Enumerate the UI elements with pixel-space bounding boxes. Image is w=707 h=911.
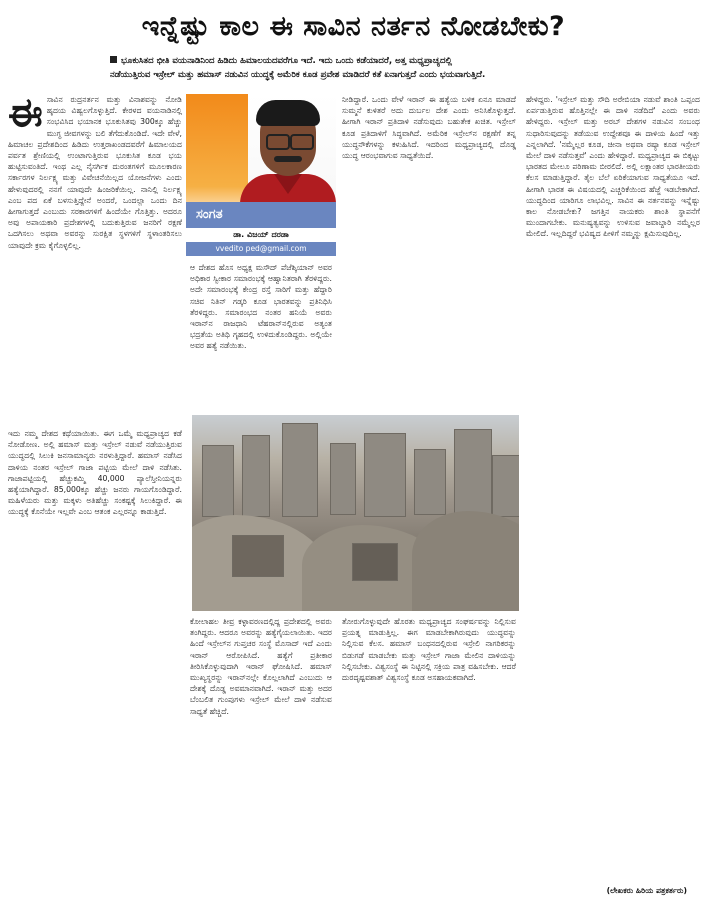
gaza-ruins-photo — [192, 415, 519, 611]
column-3-top: ನೀಡಿದ್ದಾರೆ. ಒಂದು ವೇಳೆ ಇರಾನ್ ಈ ಹತ್ಯೆಯ ಬಳಿಕ ಏನೂ ಮಾಡದೆ ಸುಮ್ಮನೆ ಕುಳಿತರೆ ಅದು ದುರ್ಬಲ ದೇಶ ಎಂದು ಅನಿಸಿಕೊಳ್ಳುತ್ತದೆ. ಹೀಗಾಗಿ ಇರಾನ್ ಪ್ರತಿದಾಳಿ ನಡೆಸುವುದು ಬಹುತೇಕ ಖಚಿತ. ಇಸ್ರೇಲ್ ಕೂಡ ಪ್ರತಿದಾಳಿಗೆ ಸಿದ್ಧವಾಗಿದೆ. ಅಮೆರಿಕ ಇಸ್ರೇಲ್‌ನ ರಕ್ಷಣೆಗೆ ತನ್ನ ಯುದ್ಧನೌಕೆಗಳನ್ನು ಕಳುಹಿಸಿದೆ. ಇದರಿಂದ ಮಧ್ಯಪ್ರಾಚ್ಯದಲ್ಲಿ ದೊಡ್ಡ ಯುದ್ಧ ಆರಂಭವಾಗುವ ಸಾಧ್ಯತೆಯಿದೆ. — [342, 95, 516, 161]
column-1-top: ಈಸಾವಿನ ರುದ್ರನರ್ತನ ಮತ್ತು ವಿನಾಶವನ್ನು ನೋಡಿ ಹೃದಯ ವಿಹ್ವಲಗೊಳ್ಳುತ್ತಿದೆ. ಕೇರಳದ ವಯನಾಡಿನಲ್ಲಿ ಸಂಭವಿಸಿದ ಭಯಾನಕ ಭೂಕುಸಿತವು 300ಕ್ಕೂ ಹೆಚ್ಚು ಮುಗ್ಧ ಜೀವಗಳನ್ನು ಬಲಿ ತೆಗೆದುಕೊಂಡಿದೆ. ಇದೇ ವೇಳೆ, ಹಿಮಾಚಲ ಪ್ರದೇಶದಿಂದ ಹಿಡಿದು ಉತ್ತರಾಖಂಡದವರೆಗೆ ಹಿಮಾಲಯದ ಪರ್ವತ ಶ್ರೇಣಿಯಲ್ಲಿ ಉಂಟಾಗುತ್ತಿರುವ ಭೂಕುಸಿತ ಕೂಡ ಭಯ ಹುಟ್ಟಿಸುವಂತಿದೆ. ಇಂಥ ಎಲ್ಲ ನೈಸರ್ಗಿಕ ದುರಂತಗಳಿಗೆ ಮೂಲಕಾರಣ ಸರ್ಕಾರಗಳ ನಿರ್ಲಕ್ಷ್ಯ ಮತ್ತು ವಿವೇಚನೆಯಿಲ್ಲದ ಯೋಜನೆಗಳು ಎಂದು ಹೇಳುವುದರಲ್ಲಿ ನನಗೆ ಯಾವುದೇ ಹಿಂಜರಿಕೆಯಿಲ್ಲ. ನಾನಿಲ್ಲಿ ನಿರ್ಲಕ್ಷ್ಯ ಎಂಬ ಪದ ಏಕೆ ಬಳಸುತ್ತಿದ್ದೇನೆ ಅಂದರೆ, ಒಂದಲ್ಲಾ ಒಂದು ದಿನ ಹೀಗಾಗುತ್ತದೆ ಎಂಬುದು ಸರಕಾರಗಳಿಗೆ ಹಿಂದೆಯೇ ಗೊತ್ತಿತ್ತು. ಅದರೂ ಅವು ಅಪಾಯಕಾರಿ ಪ್ರದೇಶಗಳಲ್ಲಿ ಬದುಕುತ್ತಿರುವ ಜನರಿಗೆ ರಕ್ಷಣೆ ಒದಗಿಸಲು ಅಥವಾ ಅವರನ್ನು ಸುರಕ್ಷಿತ ಸ್ಥಳಗಳಿಗೆ ಸ್ಥಳಾಂತರಿಸಲು ಯಾವುದೇ ಕ್ರಮ ಕೈಗೊಳ್ಳಲಿಲ್ಲ. — [8, 94, 182, 250]
author-byline: ಡಾ. ವಿಜಯ್ ದರಡಾ — [233, 230, 289, 239]
bullet-icon — [110, 56, 117, 63]
column-1-bottom: ಇದು ನಮ್ಮ ದೇಶದ ಕಥೆಯಾಯಿತು. ಈಗ ಒಮ್ಮೆ ಮಧ್ಯಪ್ರಾಚ್ಯದ ಕಡೆ ನೋಡೋಣ. ಅಲ್ಲಿ ಹಮಾಸ್ ಮತ್ತು ಇಸ್ರೇಲ್ ನಡುವೆ ನಡೆಯುತ್ತಿರುವ ಯುದ್ಧದಲ್ಲಿ ಸಿಲುಕಿ ಜನಸಾಮಾನ್ಯರು ನರಳುತ್ತಿದ್ದಾರೆ. ಹಮಾಸ್ ನಡೆಸಿದ ದಾಳಿಯ ನಂತರ ಇಸ್ರೇಲ್ ಗಾಜಾ ಪಟ್ಟಿಯ ಮೇಲೆ ದಾಳಿ ನಡೆಸಿತು. ಗಾಜಾಪಟ್ಟಿಯಲ್ಲಿ ಹೆಚ್ಚುಕಮ್ಮಿ 40,000 ಪ್ಯಾಲೆಸ್ತೀನಿಯನ್ನರು ಹತ್ಯೆಯಾಗಿದ್ದಾರೆ. 85,000ಕ್ಕೂ ಹೆಚ್ಚು ಜನರು ಗಾಯಗೊಂಡಿದ್ದಾರೆ. ಮಹಿಳೆಯರು ಮತ್ತು ಮಕ್ಕಳು ಅತಿಹೆಚ್ಚು ಸಂಕಷ್ಟಕ್ಕೆ ಸಿಲುಕಿದ್ದಾರೆ. ಈ ಯುದ್ಧಕ್ಕೆ ಕೊನೆಯೇ ಇಲ್ಲವೇ ಎಂಬ ಆತಂಕ ಎಲ್ಲರನ್ನೂ ಕಾಡುತ್ತಿದೆ. — [8, 429, 182, 517]
dek-line-1: ಭೂಕುಸಿತದ ಭೀತಿ ವಯನಾಡಿನಿಂದ ಹಿಡಿದು ಹಿಮಾಲಯದವರೆಗೂ ಇದೆ. ಇದು ಒಂದು ಕಡೆಯಾದರೆ, ಅತ್ತ ಮಧ್ಯಪ್ರಾಚ್ಯದಲ್ಲಿ — [110, 54, 610, 68]
author-signoff: (ಲೇಖಕರು ಹಿರಿಯ ಪತ್ರಕರ್ತರು) — [606, 886, 687, 895]
dek — [110, 54, 610, 82]
column-name: ಸಂಗತ — [186, 202, 336, 228]
dropcap: ಈ — [8, 94, 43, 136]
author-box — [186, 94, 336, 258]
column-4: ಹೇಳಿದ್ದರು. 'ಇಸ್ರೇಲ್ ಮತ್ತು ಸೌದಿ ಅರೇಬಿಯಾ ನಡುವೆ ಶಾಂತಿ ಒಪ್ಪಂದ ಏರ್ಪಡುತ್ತಿರುವ ಹೊತ್ತಿನಲ್ಲೇ ಈ ದಾಳಿ ನಡೆದಿದೆ' ಎಂದು ಅವರು ಹೇಳಿದ್ದರು. ಇಸ್ರೇಲ್ ಮತ್ತು ಅರಬ್ ದೇಶಗಳ ನಡುವಿನ ಸಂಬಂಧ ಸುಧಾರಿಸುವುದನ್ನು ತಡೆಯುವ ಉದ್ದೇಶವೂ ಈ ದಾಳಿಯ ಹಿಂದೆ ಇತ್ತು ಎನ್ನಲಾಗಿದೆ. 'ನಮ್ಮೆಲ್ಲರ ಕೂಡ, ಚೀನಾ ಅಥವಾ ರಷ್ಯಾ ಕೂಡ ಇಸ್ರೇಲ್ ಮೇಲೆ ದಾಳಿ ನಡೆಸುತ್ತವೆ' ಎಂದು ಹೇಳಿದ್ದಾರೆ. ಮಧ್ಯಪ್ರಾಚ್ಯದ ಈ ಬಿಕ್ಕಟ್ಟು ಭಾರತದ ಮೇಲೂ ಪರಿಣಾಮ ಬೀರಲಿದೆ. ಅಲ್ಲಿ ಲಕ್ಷಾಂತರ ಭಾರತೀಯರು ಕೆಲಸ ಮಾಡುತ್ತಿದ್ದಾರೆ. ತೈಲ ಬೆಲೆ ಏರಿಕೆಯಾಗುವ ಸಾಧ್ಯತೆಯೂ ಇದೆ. ಹೀಗಾಗಿ ಭಾರತ ಈ ವಿಷಯದಲ್ಲಿ ಎಚ್ಚರಿಕೆಯಿಂದ ಹೆಜ್ಜೆ ಇಡಬೇಕಾಗಿದೆ. ಯುದ್ಧದಿಂದ ಯಾರಿಗೂ ಲಾಭವಿಲ್ಲ. ಸಾವಿನ ಈ ನರ್ತನವನ್ನು ಇನ್ನೆಷ್ಟು ಕಾಲ ನೋಡಬೇಕು? ಜಗತ್ತಿನ ನಾಯಕರು ಶಾಂತಿ ಸ್ಥಾಪನೆಗೆ ಮುಂದಾಗಬೇಕು. ಮನುಷ್ಯತ್ವವನ್ನು ಉಳಿಸುವ ಜವಾಬ್ದಾರಿ ನಮ್ಮೆಲ್ಲರ ಮೇಲಿದೆ. ಇಲ್ಲದಿದ್ದರೆ ಭವಿಷ್ಯದ ಪೀಳಿಗೆ ನಮ್ಮನ್ನು ಕ್ಷಮಿಸುವುದಿಲ್ಲ. — [526, 95, 700, 239]
author-email: vvedito ped@gmail.com — [186, 242, 336, 256]
column-2-top: ಆ ದೇಶದ ಹೊಸ ಅಧ್ಯಕ್ಷ ಮಸೌದ್ ಪೆಜೆಶ್ಕಿಯಾನ್ ಅವರ ಅಧಿಕಾರ ಸ್ವೀಕಾರ ಸಮಾರಂಭಕ್ಕೆ ಆಹ್ವಾನಿತರಾಗಿ ತೆರಳಿದ್ದರು. ಅದೇ ಸಮಾರಂಭಕ್ಕೆ ಕೇಂದ್ರ ರಸ್ತೆ ಸಾರಿಗೆ ಮತ್ತು ಹೆದ್ದಾರಿ ಸಚಿವ ನಿತಿನ್ ಗಡ್ಕರಿ ಕೂಡ ಭಾರತವನ್ನು ಪ್ರತಿನಿಧಿಸಿ ತೆರಳಿದ್ದರು. ಸಮಾರಂಭದ ನಂತರ ಹನಿಯೆ ಅವರು ಇರಾನ್‌ನ ರಾಜಧಾನಿ ಟೆಹರಾನ್‌ನಲ್ಲಿರುವ ಅತ್ಯಂತ ಭದ್ರತೆಯ ಅತಿಥಿ ಗೃಹದಲ್ಲಿ ಉಳಿದುಕೊಂಡಿದ್ದರು. ಅಲ್ಲಿಯೇ ಅವರ ಹತ್ಯೆ ನಡೆಯಿತು. — [190, 263, 332, 351]
headline: ಇನ್ನೆಷ್ಟು ಕಾಲ ಈ ಸಾವಿನ ನರ್ತನ ನೋಡಬೇಕು? — [141, 11, 566, 42]
column-2-bottom: ಕೋಲಾಹಲ ತೀವ್ರ ಕಳ್ಳಾವರಣದಲ್ಲಿದ್ದ ಪ್ರದೇಶದಲ್ಲಿ ಅವರು ತಂಗಿದ್ದರು. ಆದರೂ ಅವರನ್ನು ಹತ್ಯೆಗೈಯಲಾಯಿತು. ಇದರ ಹಿಂದೆ ಇಸ್ರೇಲ್‌ನ ಗುಪ್ತಚರ ಸಂಸ್ಥೆ ಮೊಸಾದ್ ಇದೆ ಎಂದು ಇರಾನ್ ಆರೋಪಿಸಿದೆ. ಹತ್ಯೆಗೆ ಪ್ರತೀಕಾರ ತೀರಿಸಿಕೊಳ್ಳುವುದಾಗಿ ಇರಾನ್ ಘೋಷಿಸಿದೆ. ಹಮಾಸ್ ಮುಖ್ಯಸ್ಥರನ್ನು ಇರಾನ್‌ನಲ್ಲೇ ಕೊಲ್ಲಲಾಗಿದೆ ಎಂಬುದು ಆ ದೇಶಕ್ಕೆ ದೊಡ್ಡ ಅವಮಾನವಾಗಿದೆ. ಇರಾನ್ ಮತ್ತು ಅದರ ಬೆಂಬಲಿತ ಗುಂಪುಗಳು ಇಸ್ರೇಲ್ ಮೇಲೆ ದಾಳಿ ನಡೆಸುವ ಸಾಧ್ಯತೆ ಹೆಚ್ಚಿದೆ. — [190, 617, 332, 716]
column-3-bottom: ತೋರುಗೊಳ್ಳುವುದೇ ಹೊರತು ಮಧ್ಯಪ್ರಾಚ್ಯದ ಸಂಘರ್ಷವನ್ನು ನಿಲ್ಲಿಸುವ ಪ್ರಯತ್ನ ಮಾಡುತ್ತಿಲ್ಲ. ಈಗ ಮಾಡಬೇಕಾಗಿರುವುದು ಯುದ್ಧವನ್ನು ನಿಲ್ಲಿಸುವ ಕೆಲಸ. ಹಮಾಸ್ ಬಂಧನದಲ್ಲಿರುವ ಇಸ್ರೇಲಿ ನಾಗರಿಕರನ್ನು ಬಿಡುಗಡೆ ಮಾಡಬೇಕು ಮತ್ತು ಇಸ್ರೇಲ್ ಗಾಜಾ ಮೇಲಿನ ದಾಳಿಯನ್ನು ನಿಲ್ಲಿಸಬೇಕು. ವಿಶ್ವಸಂಸ್ಥೆ ಈ ನಿಟ್ಟಿನಲ್ಲಿ ಸಕ್ರಿಯ ಪಾತ್ರ ವಹಿಸಬೇಕು. ಆದರೆ ದುರದೃಷ್ಟವಶಾತ್ ವಿಶ್ವಸಂಸ್ಥೆ ಕೂಡ ಅಸಹಾಯಕವಾಗಿದೆ. — [342, 617, 516, 683]
dek-line-2: ನಡೆಯುತ್ತಿರುವ ಇಸ್ರೇಲ್ ಮತ್ತು ಹಮಾಸ್ ನಡುವಿನ ಯುದ್ಧಕ್ಕೆ ಅಮೆರಿಕ ಕೂಡ ಪ್ರವೇಶ ಮಾಡಿದರೆ ಕತೆ ಏನಾಗುತ್ತದೆ ಎಂದು ಭಯವಾಗುತ್ತಿದೆ. — [110, 70, 486, 80]
